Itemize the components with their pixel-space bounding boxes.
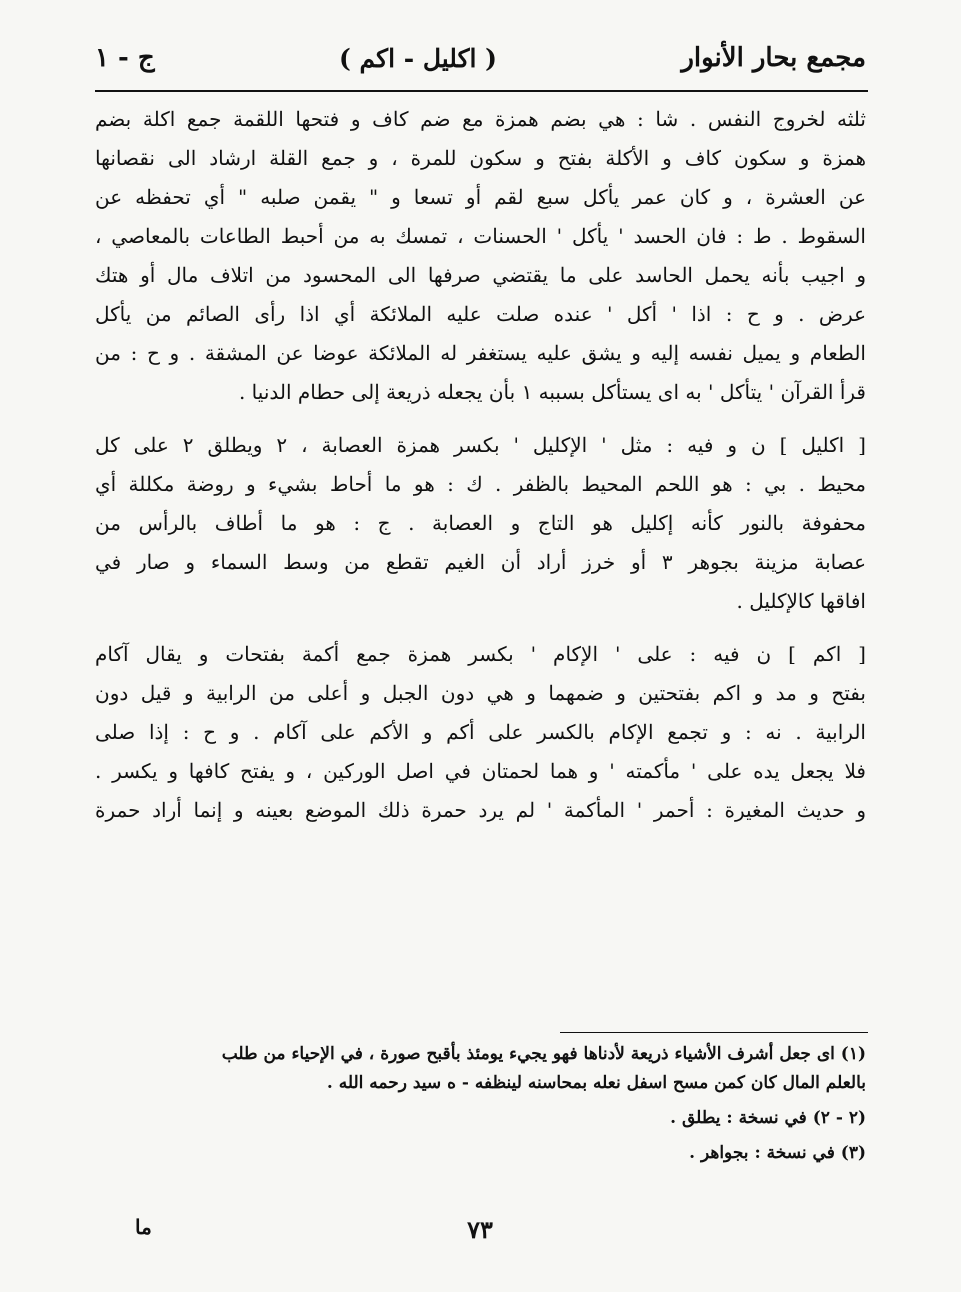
- paragraph-akam: [95, 635, 866, 830]
- text-line: عصابة مزينة بجوهر ٣ أو خرز أراد أن الغيم تقطع من وسط السماء و صار في: [95, 550, 867, 574]
- page-header: [95, 28, 866, 88]
- main-text: [95, 100, 866, 830]
- paragraph-akl: [95, 100, 866, 412]
- text-line: فلا يجعل يده على ' مأكمته ' و هما لحمتان في اصل الوركين ، و يفتح كافها و يكسر .: [95, 759, 866, 783]
- text-line: و اجيب بأنه يحمل الحاسد على ما يقتضي صرفها الى المحسود من اتلاف مال أو هتك: [95, 263, 866, 287]
- text-line: همزة و سكون كاف و الأكلة بفتح و سكون للمرة ، و جمع القلة ارشاد الى نقصانها: [95, 146, 866, 170]
- paragraph-iklil: [95, 426, 866, 621]
- text-line: افاقها كالإكليل .: [736, 589, 866, 613]
- text-line: قرأ القرآن ' يتأكل ' به اى يستأكل بسببه ١ بأن يجعله ذريعة إلى حطام الدنيا .: [238, 380, 866, 404]
- book-title: مجمع بحار الأنوار: [681, 43, 866, 73]
- text-line: [ اكم ] ن فيه : على ' الإكام ' بكسر همزة جمع أكمة بفتحات و يقال آكام: [95, 642, 866, 666]
- footnote-rule: [560, 1032, 868, 1033]
- footnotes: [95, 1040, 866, 1174]
- text-line: عرض . و ح : اذا ' أكل ' عنده صلت عليه الملائكة أي اذا رأى الصائم من يأكل: [95, 302, 867, 326]
- text-line: [ اكليل ] ن و فيه : مثل ' الإكليل ' بكسر همزة العصابة ، ٢ ويطلق ٢ على كل: [95, 433, 866, 457]
- page-number: ٧٣: [467, 1215, 493, 1244]
- footnote-1-line-2: بالعلم المال كان كمن مسح اسفل نعله بمحاسنه لينظفه - ه سيد رحمه الله .: [326, 1073, 866, 1093]
- text-line: و حديث المغيرة : أحمر ' المأكمة ' لم يرد حمرة ذلك الموضع بعينه و إنما أراد حمرة: [95, 798, 866, 822]
- text-line: عن العشرة ، و كان عمر يأكل سبع لقم أو تسعا و " يقمن صلبه " أي تحفظه عن: [95, 185, 866, 209]
- footnote-1-line-1: (١) اى جعل أشرف الأشياء ذريعة لأدناها فهو يجيء يومئذ بأقبح صورة ، في الإحياء من طلب: [221, 1044, 866, 1064]
- header-rule: [95, 90, 868, 92]
- volume-label: ج - ١: [95, 43, 155, 73]
- text-line: محيط . بي : هو اللحم المحيط بالظفر . ك : هو ما أحاط بشيء و روضة مكللة أي: [95, 472, 866, 496]
- text-line: السقوط . ط : فان الحسد ' يأكل ' الحسنات ، تمسك به من أحبط الطاعات بالمعاصي ،: [95, 224, 866, 248]
- section-title: ( اكليل - اكم ): [339, 43, 497, 73]
- text-line: الرابية . نه : و تجمع الإكام بالكسر على أكم و الأكم على آكام . و ح : إذا صلى: [95, 720, 866, 744]
- footnote-3: (٣) في نسخة : بجواهر .: [689, 1143, 866, 1163]
- text-line: الطعام و يميل نفسه إليه و يشق عليه يستغفر له الملائكة عوضا عن المشقة . و ح : من: [95, 341, 866, 365]
- catchword: ما: [135, 1215, 152, 1239]
- text-line: بفتح و مد و اكم بفتحتين و ضمهما و هي دون الجبل و أعلى من الرابية و قيل دون: [95, 681, 866, 705]
- footnote-2: (٢ - ٢) في نسخة : يطلق .: [670, 1108, 866, 1128]
- text-line: محفوفة بالنور كأنه إكليل هو التاج و العصابة . ج : هو ما أطاف بالرأس من: [95, 511, 866, 535]
- text-line: ثلثه لخروج النفس . شا : هي بضم همزة مع ضم كاف و فتحها اللقمة جمع اكلة بضم: [95, 107, 866, 131]
- footnote-1: [95, 1040, 866, 1098]
